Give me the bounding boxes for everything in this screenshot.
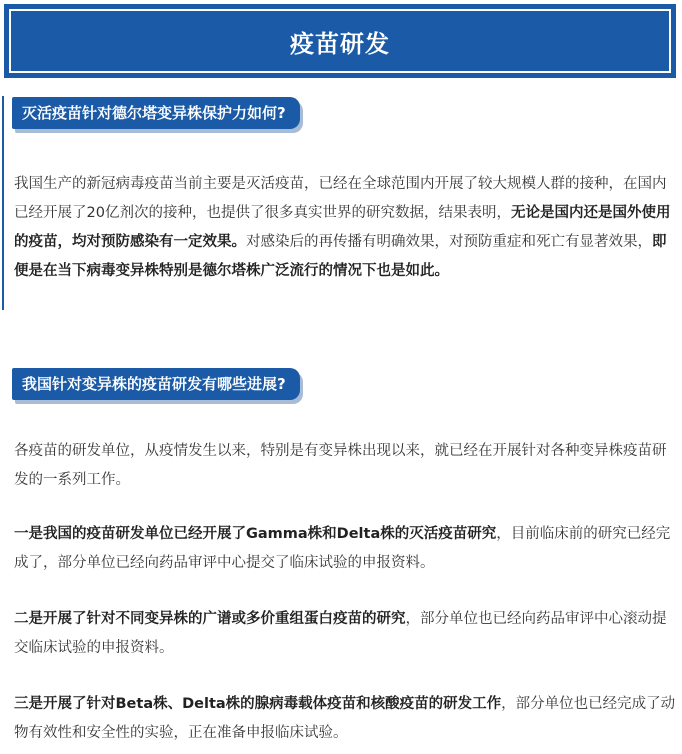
body-text: 我国生产的新冠病毒疫苗当前主要是灭活疫苗，已经在全球范围内开展了较大规模人群的接种，在国内已经开展了20亿剂次的接种，也提供了很多真实世界的研究数据，结果表明， — [14, 176, 667, 221]
body-text: 对感染后的再传播有明确效果，对预防重症和死亡有显著效果， — [246, 234, 652, 250]
section-2-paragraph-3 — [14, 605, 676, 663]
page-banner-frame — [9, 9, 671, 73]
emphasis-text: 二是开展了针对不同变异株的广谱或多价重组蛋白疫苗的研究 — [14, 611, 406, 627]
section-2-paragraph-2 — [14, 520, 676, 578]
emphasis-text: 一是我国的疫苗研发单位已经开展了Gamma株和Delta株的灭活疫苗研究 — [14, 526, 497, 542]
emphasis-text: 即便是在当下病毒变异株特别是德尔塔株广泛流行的情况下也是如此。 — [14, 234, 667, 279]
section-1-paragraph-1 — [14, 170, 676, 286]
section-1-heading: 灭活疫苗针对德尔塔变异株保护力如何? — [12, 97, 300, 129]
body-text: ，目前临床前的研究已经完成了，部分单位已经向药品审评中心提交了临床试验的申报资料。 — [14, 526, 671, 571]
section-2-paragraph-4 — [14, 690, 676, 748]
body-text: ，部分单位也已经完成了动物有效性和安全性的实验，正在准备申报临床试验。 — [14, 696, 676, 741]
emphasis-text: 无论是国内还是国外使用的疫苗，均对预防感染有一定效果。 — [14, 205, 671, 250]
emphasis-text: 三是开展了针对Beta株、Delta株的腺病毒载体疫苗和核酸疫苗的研发工作 — [14, 696, 502, 712]
page-title: 疫苗研发 — [290, 29, 390, 58]
section-2-paragraph-1 — [14, 437, 676, 495]
page-banner — [4, 4, 676, 78]
body-text: 各疫苗的研发单位，从疫情发生以来，特别是有变异株出现以来，就已经在开展针对各种变异株疫苗研发的一系列工作。 — [14, 443, 667, 488]
section-2-heading: 我国针对变异株的疫苗研发有哪些进展? — [12, 368, 300, 400]
body-text: ，部分单位也已经向药品审评中心滚动提交临床试验的申报资料。 — [14, 611, 667, 656]
section-1-rule — [2, 96, 4, 310]
